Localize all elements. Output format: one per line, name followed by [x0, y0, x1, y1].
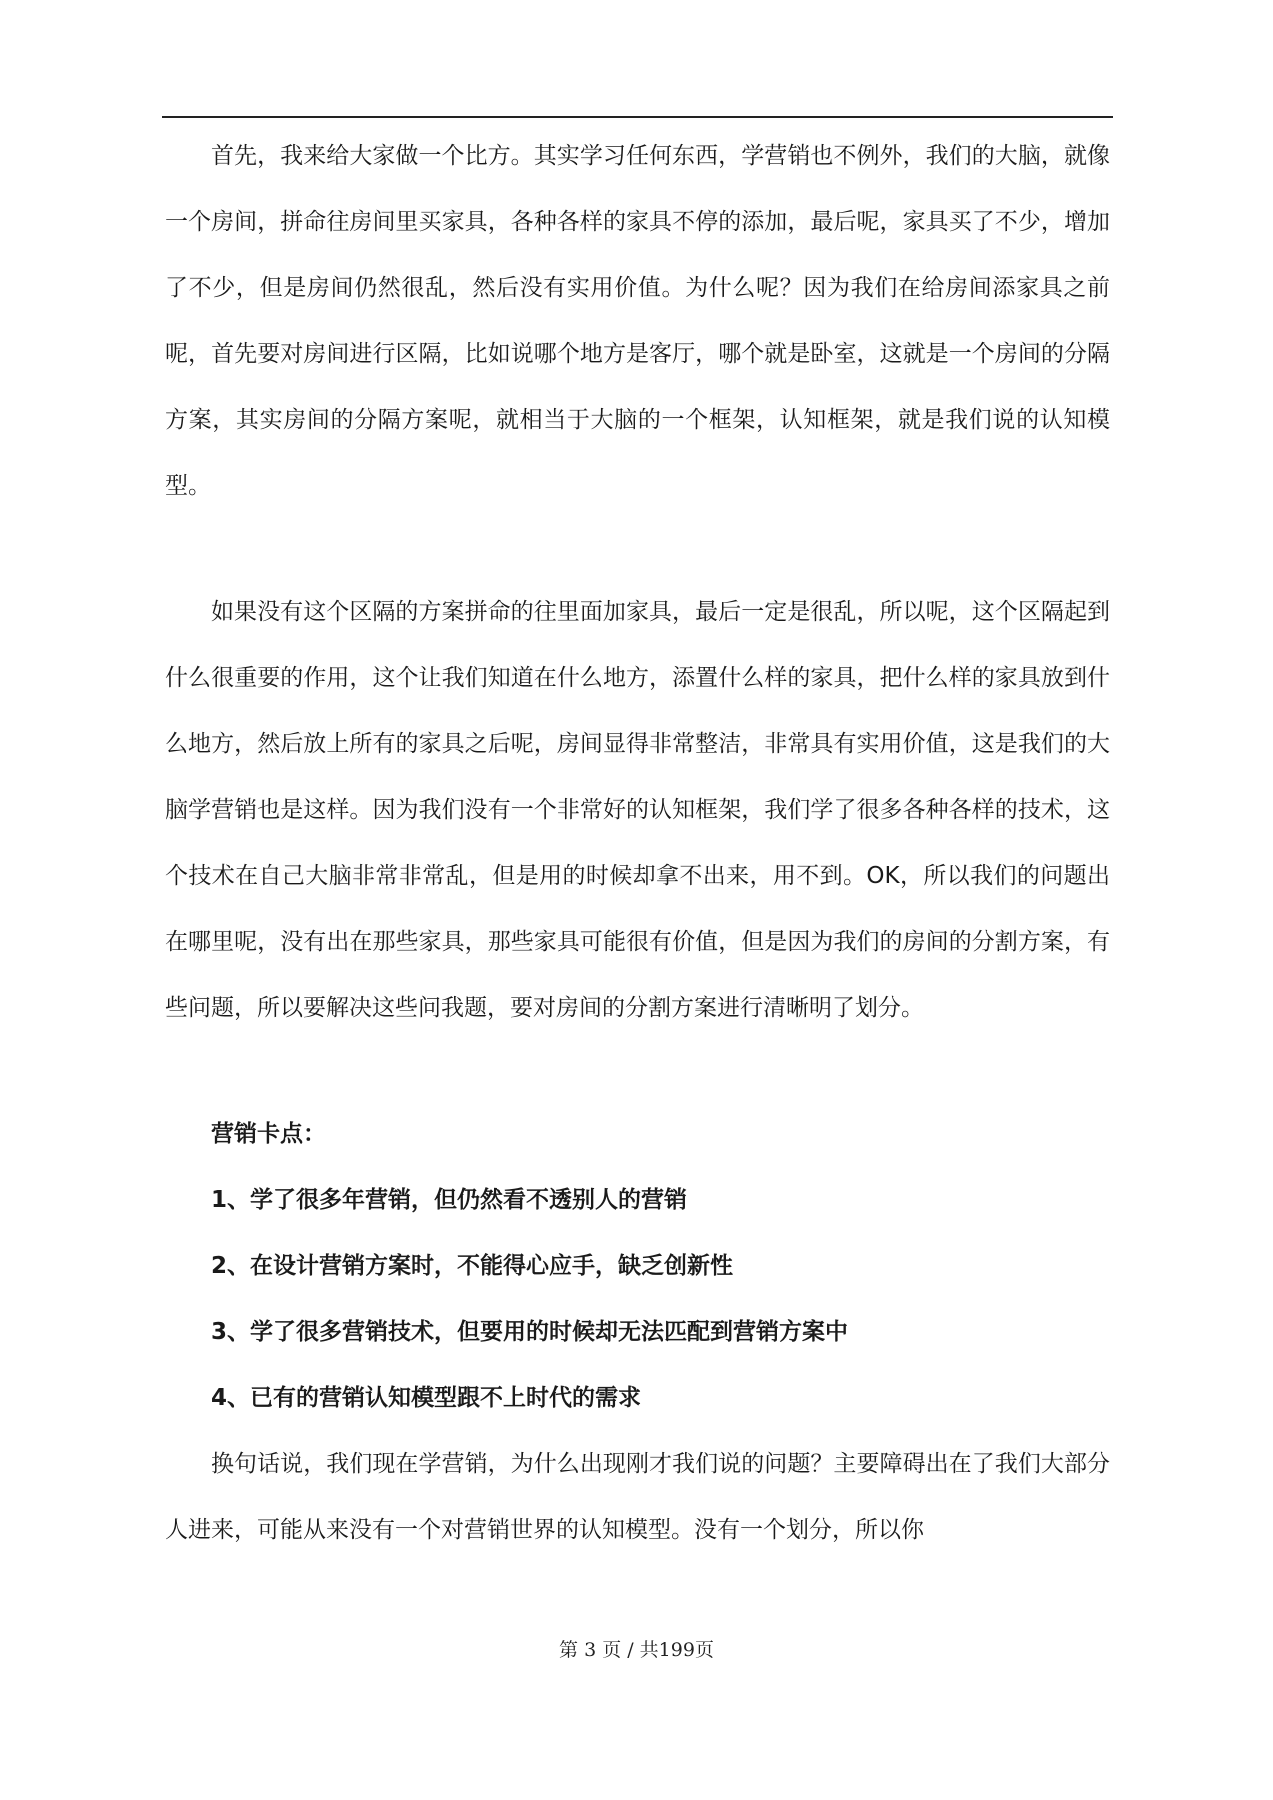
paragraph-conclusion: 换句话说，我们现在学营销，为什么出现刚才我们说的问题？主要障碍出在了我们大部分人进来，可能从来没有一个对营销世界的认知模型。没有一个划分，所以你	[165, 1451, 1110, 1543]
paragraph-spacer	[165, 1041, 1110, 1101]
section-title: 营销卡点：	[211, 1121, 326, 1147]
paragraph-analogy: 首先，我来给大家做一个比方。其实学习任何东西，学营销也不例外，我们的大脑，就像一个房间，拼命往房间里买家具，各种各样的家具不停的添加，最后呢，家具买了不少，增加了不少，但是房间仍然很乱，然后没有实用价值。为什么呢？因为我们在给房间添家具之前呢，首先要对房间进行区隔，比如说哪个地方是客厅，哪个就是卧室，这就是一个房间的分隔方案，其实房间的分隔方案呢，就相当于大脑的一个框架，认知框架，就是我们说的认知模型。	[165, 143, 1110, 499]
list-item: 4、已有的营销认知模型跟不上时代的需求	[211, 1385, 642, 1411]
list-item: 1、学了很多年营销，但仍然看不透别人的营销	[211, 1187, 688, 1213]
page-body	[165, 123, 1110, 1563]
page-number-footer: 第 3 页 / 共199页	[559, 1639, 714, 1661]
list-item: 2、在设计营销方案时，不能得心应手，缺乏创新性	[211, 1253, 734, 1279]
header-rule	[162, 116, 1113, 118]
paragraph-partition: 如果没有这个区隔的方案拼命的往里面加家具，最后一定是很乱，所以呢，这个区隔起到什么很重要的作用，这个让我们知道在什么地方，添置什么样的家具，把什么样的家具放到什么地方，然后放上所有的家具之后呢，房间显得非常整洁，非常具有实用价值，这是我们的大脑学营销也是这样。因为我们没有一个非常好的认知框架，我们学了很多各种各样的技术，这个技术在自己大脑非常非常乱，但是用的时候却拿不出来，用不到。OK，所以我们的问题出在哪里呢，没有出在那些家具，那些家具可能很有价值，但是因为我们的房间的分割方案，有些问题，所以要解决这些问我题，要对房间的分割方案进行清晰明了划分。	[165, 599, 1110, 1021]
list-item: 3、学了很多营销技术，但要用的时候却无法匹配到营销方案中	[211, 1319, 849, 1345]
paragraph-spacer	[165, 519, 1110, 579]
